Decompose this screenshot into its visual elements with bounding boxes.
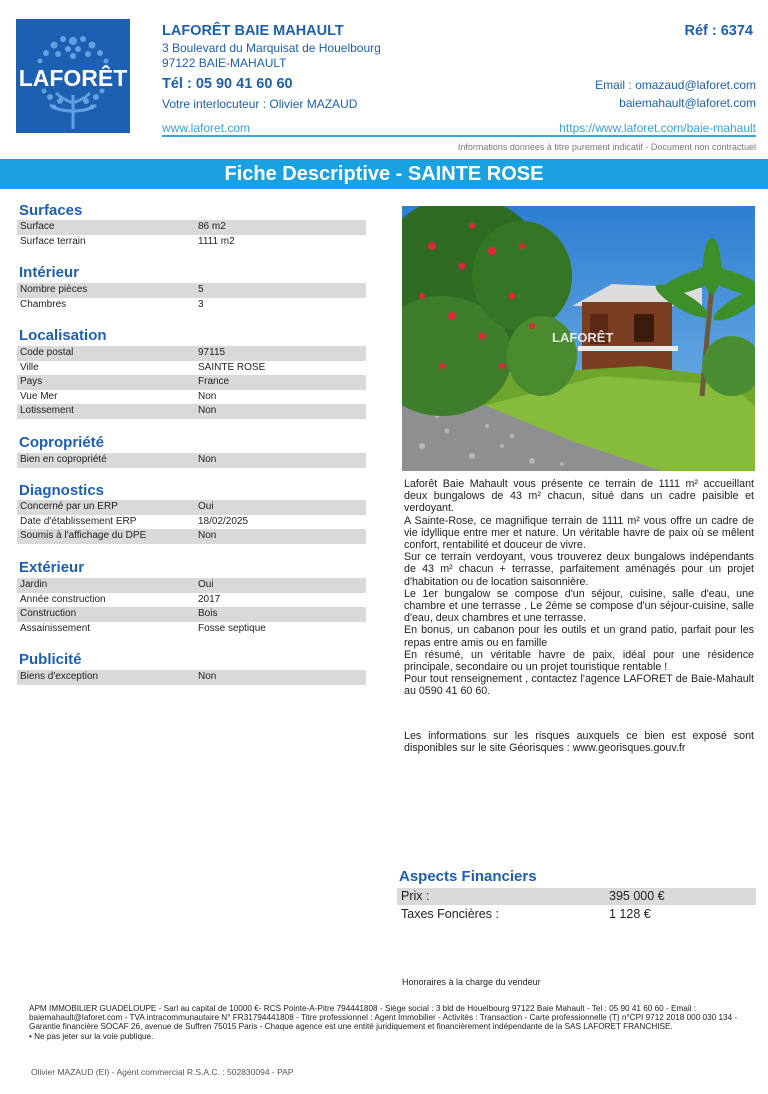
table-row: Concerné par un ERP Oui xyxy=(17,500,366,515)
address-line-1: 3 Boulevard du Marquisat de Houelbourg xyxy=(162,41,381,55)
section-title-financial: Aspects Financiers xyxy=(399,868,537,885)
description-paragraph: Pour tout renseignement , contactez l'agence LAFORET de Baie-Mahault au 0590 41 60 60. xyxy=(404,673,754,698)
description-paragraph: En bonus, un cabanon pour les outils et un grand patio, parfait pour les repas entre amis ou en famille xyxy=(404,624,754,649)
litter-note: • Ne pas jeter sur la voie publique. xyxy=(29,1031,154,1041)
table-row: Construction Bois xyxy=(17,607,366,622)
section-title-localisation: Localisation xyxy=(19,327,107,344)
agency-website-link[interactable]: https://www.laforet.com/baie-mahault xyxy=(559,121,756,135)
description-paragraph: A Sainte-Rose, ce magnifique terrain de 1111 m² vous offre un cadre de vie idyllique entre mer et nature. Un véritable havre de paix où se mêlent confort, rentabilité et douceur de vivre. xyxy=(404,514,754,552)
table-row: Chambres 3 xyxy=(20,298,204,310)
legal-text: APM IMMOBILIER GUADELOUPE - Sarl au capital de 10000 €- RCS Pointe-A-Pitre 794441808 - Siège social : 3 bld de Houelbourg 97122 Baie Mahault - Tel : 05 90 41 60 60 - Email : baiemahault@laforet.com - TVA intracommunautaire N° FR31794441808 - Titre professionnel : Agent Immobilier - Activités : Transaction - Carte professionnelle (T) n°CPI 9712 2018 000 030 134 - Garantie financière SOCAF 26, avenue de Suffren 75015 Paris - Chaque agence est une entité juridiquement et financièrement indépendante de la SAS LAFORET FRANCHISE. xyxy=(29,1004,738,1032)
legal-footer xyxy=(29,1004,749,1041)
table-row: Biens d'exception Non xyxy=(17,670,366,685)
agent-info: Olivier MAZAUD (EI) - Agent commercial R.S.A.C. : 502830094 - PAP xyxy=(31,1067,294,1077)
description-paragraph: Sur ce terrain verdoyant, vous trouverez deux bungalows indépendants de 43 m² chacun + terrasse, parfaitement aménagés pour un projet d'habitation ou de location saisonnière. xyxy=(404,551,754,588)
table-row: Pays France xyxy=(17,375,366,390)
address-line-2: 97122 BAIE-MAHAULT xyxy=(162,56,287,70)
reference-number: Réf : 6374 xyxy=(684,23,753,39)
phone-number: Tél : 05 90 41 60 60 xyxy=(162,76,293,92)
table-row: Bien en copropriété Non xyxy=(17,453,366,468)
table-row: Soumis à l'affichage du DPE Non xyxy=(17,529,366,544)
table-row: Nombre pièces 5 xyxy=(17,283,366,298)
table-row: Surface 86 m2 xyxy=(17,220,366,235)
price-row: Prix : 395 000 € xyxy=(397,888,756,905)
email-secondary[interactable]: baiemahault@laforet.com xyxy=(619,96,756,110)
header-divider xyxy=(162,135,756,137)
table-row: Code postal 97115 xyxy=(17,346,366,361)
table-row: Surface terrain 1111 m2 xyxy=(20,235,235,247)
website-link[interactable]: www.laforet.com xyxy=(162,121,251,135)
description-paragraph: Le 1er bungalow se compose d'un séjour, cuisine, salle d'eau, une chambre et une terrasse . Le 2ème se compose d'un séjour-cuisine, salle d'eau, deux chambres et une terrasse. xyxy=(404,587,754,625)
section-title-diagnostics: Diagnostics xyxy=(19,482,105,499)
fees-note: Honoraires à la charge du vendeur xyxy=(402,977,541,987)
logo-wordmark: LAFORÊT xyxy=(18,65,128,91)
description-paragraph: En résumé, un véritable havre de paix, idéal pour une résidence principale, secondaire ou un projet touristique rentable ! xyxy=(404,648,754,674)
section-title-surfaces: Surfaces xyxy=(19,202,83,219)
table-row: Assainissement Fosse septique xyxy=(20,622,266,634)
table-row: Jardin Oui xyxy=(17,578,366,593)
tax-row: Taxes Foncières : 1 128 € xyxy=(401,907,651,921)
laforet-logo xyxy=(16,19,130,133)
section-title-publicite: Publicité xyxy=(19,651,82,668)
property-description xyxy=(404,478,754,698)
property-photo xyxy=(402,206,755,471)
table-row: Date d'établissement ERP 18/02/2025 xyxy=(20,515,249,527)
table-row: Vue Mer Non xyxy=(20,390,217,402)
photo-watermark: LAFORÊT xyxy=(552,330,614,345)
agency-name: LAFORÊT BAIE MAHAULT xyxy=(162,23,344,39)
contact-person: Votre interlocuteur : Olivier MAZAUD xyxy=(162,97,358,111)
email-primary[interactable]: Email : omazaud@laforet.com xyxy=(595,78,756,92)
section-title-copropriete: Copropriété xyxy=(19,434,105,451)
description-paragraph: Laforêt Baie Mahault vous présente ce terrain de 1111 m² accueillant deux bungalows de 43 m² chacun, situé dans un cadre paisible et verdoyant. xyxy=(404,478,754,515)
table-row: Lotissement Non xyxy=(17,404,366,419)
table-row: Année construction 2017 xyxy=(20,593,221,605)
disclaimer: Informations données à titre purement indicatif - Document non contractuel xyxy=(457,142,756,152)
risks-notice: Les informations sur les risques auxquels ce bien est exposé sont disponibles sur le site Géorisques : www.georisques.gouv.fr xyxy=(404,730,754,755)
section-title-exterieur: Extérieur xyxy=(19,559,85,576)
page-title: Fiche Descriptive - SAINTE ROSE xyxy=(0,159,768,189)
table-row: Ville SAINTE ROSE xyxy=(20,361,266,373)
section-title-interieur: Intérieur xyxy=(19,264,80,281)
